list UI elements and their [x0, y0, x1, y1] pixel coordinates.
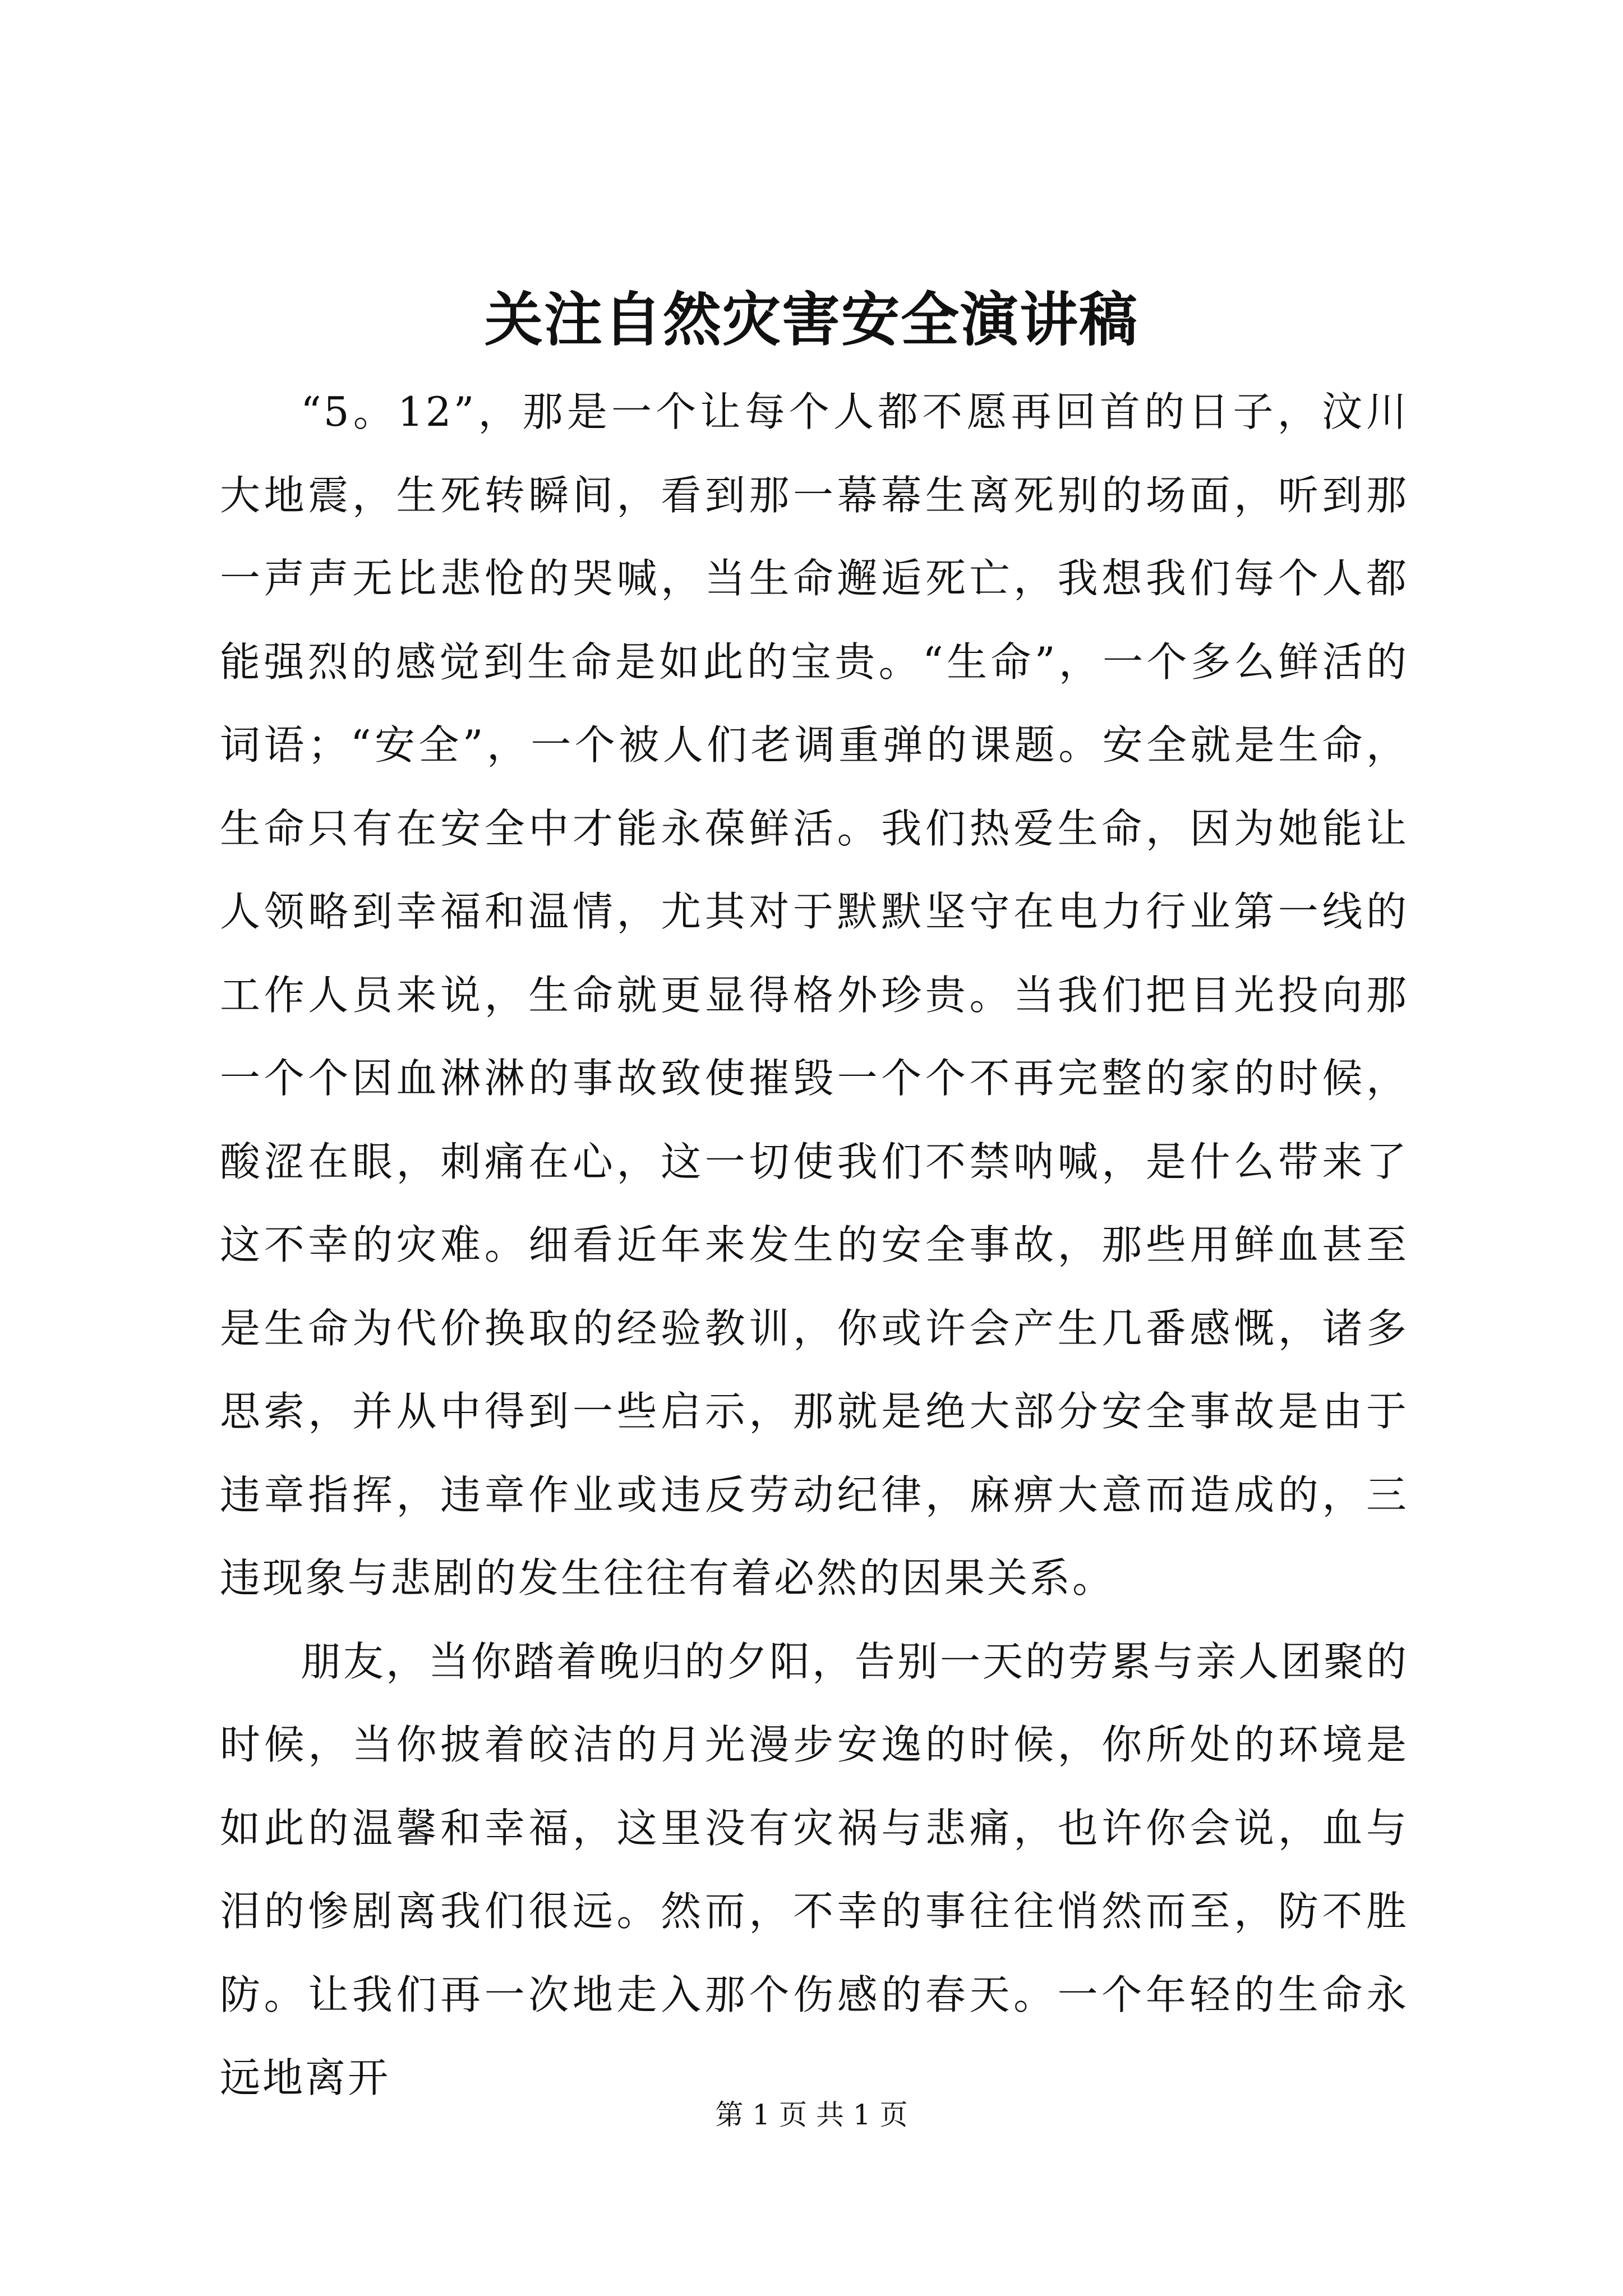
- paragraph-2: 朋友，当你踏着晚归的夕阳，告别一天的劳累与亲人团聚的时候，当你披着皎洁的月光漫步安逸的时候，你所处的环境是如此的温馨和幸福，这里没有灾祸与悲痛，也许你会说，血与泪的惨剧离我们很远。然而，不幸的事往往悄然而至，防不胜防。让我们再一次地走入那个伤感的春天。一个年轻的生命永远地离开: [220, 1637, 1409, 2101]
- paragraph-1: “5。12”，那是一个让每个人都不愿再回首的日子，汶川大地震，生死转瞬间，看到那一幕幕生离死别的场面，听到那一声声无比悲怆的哭喊，当生命邂逅死亡，我想我们每个人都能强烈的感觉到生命是如此的宝贵。“生命”，一个多么鲜活的词语；“安全”，一个被人们老调重弹的课题。安全就是生命，生命只有在安全中才能永葆鲜活。我们热爱生命，因为她能让人领略到幸福和温情，尤其对于默默坚守在电力行业第一线的工作人员来说，生命就更显得格外珍贵。当我们把目光投向那一个个因血淋淋的事故致使摧毁一个个不再完整的家的时候，酸涩在眼，刺痛在心，这一切使我们不禁呐喊，是什么带来了这不幸的灾难。细看近年来发生的安全事故，那些用鲜血甚至是生命为代价换取的经验教训，你或许会产生几番感慨，诸多思索，并从中得到一些启示，那就是绝大部分安全事故是由于违章指挥，违章作业或违反劳动纪律，麻痹大意而造成的，三违现象与悲剧的发生往往有着必然的因果关系。: [220, 388, 1409, 1602]
- page-footer: 第 1 页 共 1 页: [715, 2099, 908, 2131]
- document-body: [220, 370, 1409, 2120]
- document-title: 关注自然灾害安全演讲稿: [484, 285, 1138, 354]
